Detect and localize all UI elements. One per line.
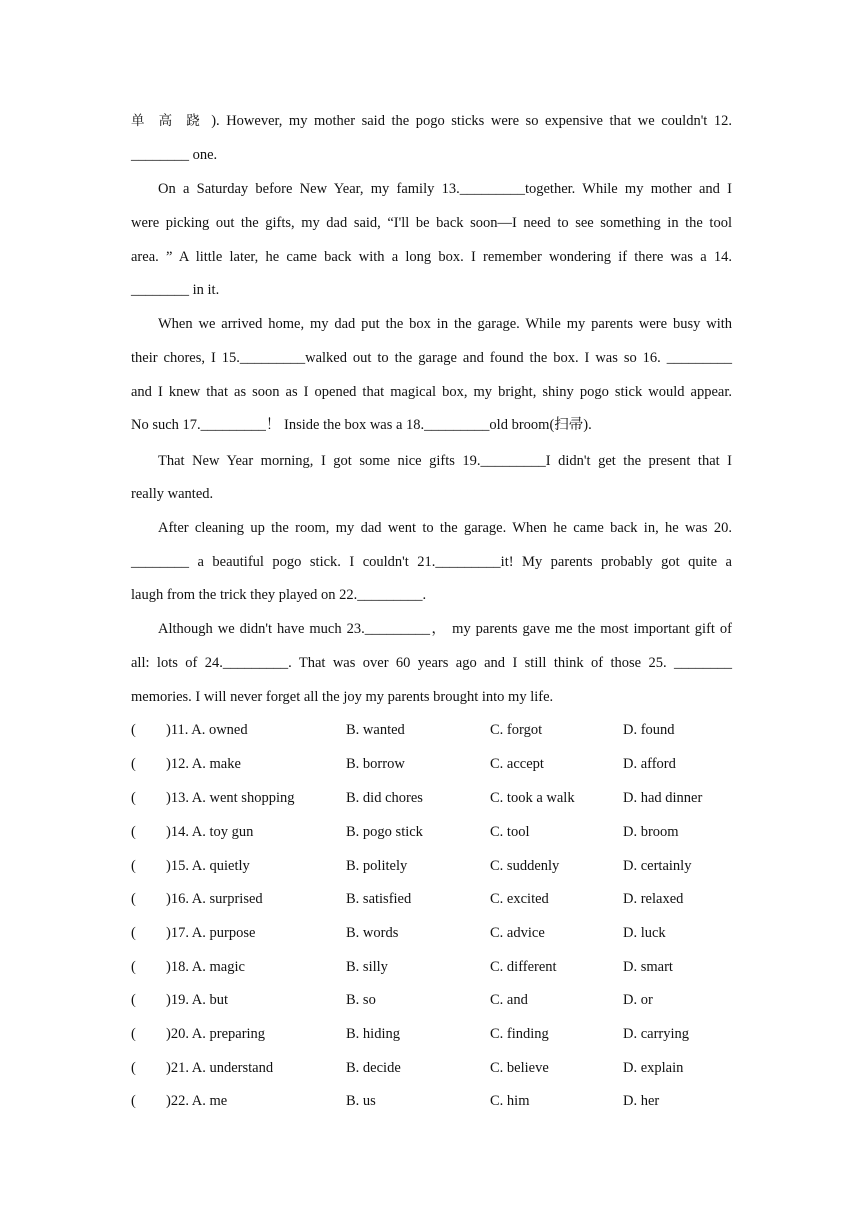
option-c: C. different [490,959,557,975]
question-row [131,788,732,808]
passage-line: area. ” A little later, he came back with a long box. I remember wondering if there was a 14. [131,249,732,265]
option-c: C. tool [490,824,530,840]
answer-blank: ( [131,858,136,874]
option-c: C. advice [490,925,545,941]
answer-blank: ( [131,992,136,1008]
answer-blank: ( [131,756,136,772]
passage-line: 单 高 跷 ). However, my mother said the pogo sticks were so expensive that we couldn't 12. [131,113,733,129]
option-a: )16. A. surprised [166,891,263,907]
option-a: )21. A. understand [166,1060,274,1076]
passage-line: all: lots of 24._________. That was over 60 years ago and I still think of those 25. ________ [131,655,732,671]
option-a: )14. A. toy gun [166,824,254,840]
question-row [131,754,732,774]
passage-line: and I knew that as soon as I opened that magical box, my bright, shiny pogo stick would appear. [131,384,732,400]
option-c: C. and [490,992,528,1008]
question-row [131,889,732,909]
option-a: )12. A. make [166,756,241,772]
option-d: D. broom [623,824,679,840]
passage-line: were picking out the gifts, my dad said, “I'll be back soon—I need to see something in the tool [131,215,732,231]
option-d: D. relaxed [623,891,684,907]
option-c: C. forgot [490,722,543,738]
chinese-gloss: 单 高 跷 [131,113,205,129]
option-a: )19. A. but [166,992,229,1008]
option-c: C. accept [490,756,544,772]
option-a: )18. A. magic [166,959,245,975]
answer-blank: ( [131,925,136,941]
option-a: )17. A. purpose [166,925,256,941]
question-row [131,822,732,842]
passage-line: On a Saturday before New Year, my family 13._________together. While my mother and I [158,181,732,197]
passage-line: When we arrived home, my dad put the box in the garage. While my parents were busy with [158,316,732,332]
option-a: )22. A. me [166,1093,228,1109]
option-c: C. him [490,1093,530,1109]
option-c: C. suddenly [490,858,560,874]
answer-blank: ( [131,959,136,975]
question-row [131,923,732,943]
option-d: D. afford [623,756,676,772]
question-row [131,1091,732,1111]
option-d: D. smart [623,959,673,975]
answer-blank: ( [131,891,136,907]
option-d: D. had dinner [623,790,703,806]
question-row [131,720,732,740]
option-b: B. so [346,992,376,1008]
passage-line: their chores, I 15._________walked out to the garage and found the box. I was so 16. _________ [131,350,732,366]
option-b: B. satisfied [346,891,412,907]
question-row [131,990,732,1010]
option-d: D. her [623,1093,660,1109]
answer-blank: ( [131,824,136,840]
option-c: C. excited [490,891,549,907]
answer-blank: ( [131,1026,136,1042]
option-d: D. certainly [623,858,692,874]
answer-blank: ( [131,790,136,806]
answer-blank: ( [131,722,136,738]
question-row [131,856,732,876]
option-b: B. pogo stick [346,824,423,840]
option-b: B. wanted [346,722,405,738]
option-b: B. silly [346,959,388,975]
passage-line: No such 17._________！ Inside the box was a 18._________old broom(扫帚). [131,417,592,433]
option-b: B. politely [346,858,408,874]
question-row [131,957,732,977]
option-b: B. borrow [346,756,405,772]
option-d: D. explain [623,1060,684,1076]
passage-line: memories. I will never forget all the joy my parents brought into my life. [131,689,554,705]
question-row [131,1058,732,1078]
passage-line: ________ in it. [131,282,220,298]
option-b: B. hiding [346,1026,400,1042]
passage-line: really wanted. [131,486,214,502]
passage-line: ________ a beautiful pogo stick. I couldn't 21._________it! My parents probably got quite a [131,554,732,570]
option-b: B. us [346,1093,376,1109]
question-row [131,1024,732,1044]
option-d: D. or [623,992,653,1008]
option-c: C. believe [490,1060,549,1076]
passage-line: That New Year morning, I got some nice gifts 19._________I didn't get the present that I [158,453,732,469]
option-a: )11. A. owned [166,722,248,738]
option-a: )13. A. went shopping [166,790,295,806]
option-b: B. did chores [346,790,423,806]
answer-blank: ( [131,1060,136,1076]
option-a: )15. A. quietly [166,858,250,874]
option-b: B. words [346,925,399,941]
option-c: C. took a walk [490,790,575,806]
passage-line: ________ one. [131,147,218,163]
option-d: D. carrying [623,1026,690,1042]
option-b: B. decide [346,1060,401,1076]
option-d: D. found [623,722,675,738]
option-c: C. finding [490,1026,549,1042]
option-d: D. luck [623,925,666,941]
passage-line: After cleaning up the room, my dad went to the garage. When he came back in, he was 20. [158,520,732,536]
answer-blank: ( [131,1093,136,1109]
passage-line: Although we didn't have much 23._________， my parents gave me the most important gift of [158,621,732,637]
passage-line: laugh from the trick they played on 22._________. [131,587,427,603]
option-a: )20. A. preparing [166,1026,266,1042]
